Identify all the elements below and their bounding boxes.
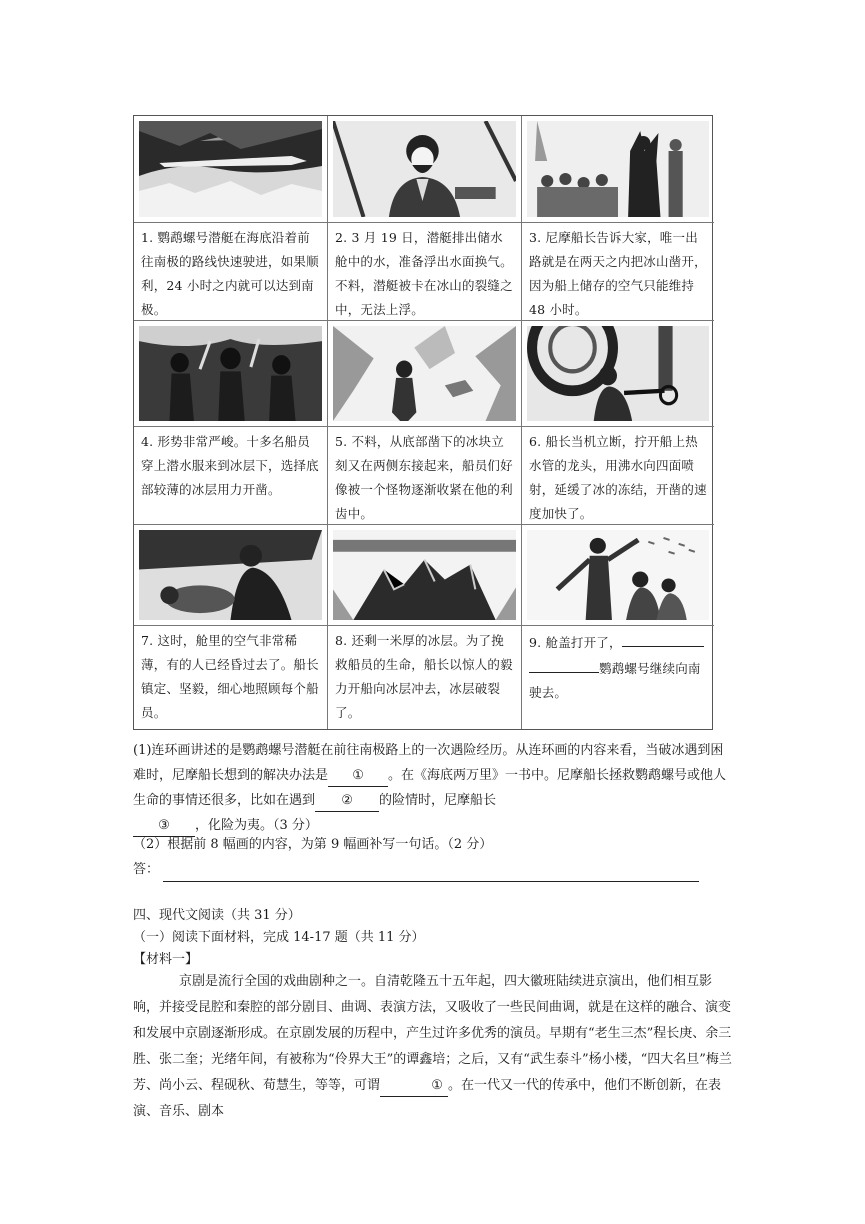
panel-2-image <box>328 116 522 223</box>
answer-input-line[interactable] <box>163 863 699 882</box>
q1-blank-3[interactable]: ③ <box>133 816 195 837</box>
panel-9-image <box>522 525 714 626</box>
material-paragraph: 京剧是流行全国的戏曲剧种之一。自清乾隆五十五年起，四大徽班陆续进京演出，他们相互影响，并接受昆腔和秦腔的部分剧目、曲调、表演方法，又吸收了一些民间曲调，就是在这样的融合、演变和发展中京剧逐渐形成。在京剧发展的历程中，产生过许多优秀的演员。早期有“老生三杰”程长庚、余三胜、张二奎；光绪年间，有被称为“伶界大王”的谭鑫培；之后，又有“武生泰斗”杨小楼，“四大名旦”梅兰芳、尚小云、程砚秋、荀慧生，等等，可谓 ① 。在一代又一代的传承中，他们不断创新，在表演、音乐、剧本 <box>133 974 732 1119</box>
panel-6-image <box>522 321 714 427</box>
question-1: (1)连环画讲述的是鹦鹉螺号潜艇在前往南极路上的一次遇险经历。从连环画的内容来看，当破冰遇到困难时，尼摩船长想到的解决办法是 ① 。在《海底两万里》一书中。尼摩船长拯救鹦鹉螺号或他人生命的事情还很多，比如在遇到 ② 的险情时，尼摩船长 ③ ，化险为夷。（3 分） <box>133 738 733 838</box>
comic-strip <box>133 115 713 730</box>
panel-8-image <box>328 525 522 626</box>
panel-9-caption <box>522 626 714 729</box>
panel-9-caption-start: 9. 舱盖打开了， <box>529 635 622 650</box>
panel-4-caption: 4. 形势非常严峻。十多名船员穿上潜水服来到冰层下，选择底部较薄的冰层用力开凿。 <box>134 427 328 525</box>
subsection-heading: （一）阅读下面材料，完成 14-17 题（共 11 分） <box>133 930 425 945</box>
panel-7-image <box>134 525 328 626</box>
q1-blank-1[interactable]: ① <box>328 766 388 787</box>
panel-1-caption: 1. 鹦鹉螺号潜艇在海底沿着前往南极的路线快速驶进，如果顺利，24 小时之内就可以达到南极。 <box>134 223 328 321</box>
section-heading: 四、现代文阅读（共 31 分） <box>133 908 301 923</box>
panel-5-image <box>328 321 522 427</box>
q1-blank-2[interactable]: ② <box>315 791 379 812</box>
material-label: 【材料一】 <box>133 952 199 967</box>
panel-1-image <box>134 116 328 223</box>
answer-label: 答： <box>133 862 160 877</box>
panel-9-blank-1[interactable] <box>622 629 704 647</box>
panel-8-caption: 8. 还剩一米厚的冰层。为了挽救船员的生命，船长以惊人的毅力开船向冰层冲去，冰层破裂了。 <box>328 626 522 729</box>
panel-4-image <box>134 321 328 427</box>
panel-7-caption: 7. 这时，舱里的空气非常稀薄，有的人已经昏过去了。船长镇定、坚毅，细心地照顾每个船员。 <box>134 626 328 729</box>
panel-9-blank-2[interactable] <box>529 655 599 673</box>
answer-row <box>133 857 733 882</box>
panel-5-caption: 5. 不料，从底部凿下的冰块立刻又在两侧东接起来，船员们好像被一个怪物逐渐收紧在他的利齿中。 <box>328 427 522 525</box>
panel-2-caption: 2. 3 月 19 日，潜艇排出储水舱中的水，准备浮出水面换气。不料，潜艇被卡在冰山的裂缝之中，无法上浮。 <box>328 223 522 321</box>
panel-9-caption-end: 鹦鹉螺号继续向南驶去。 <box>529 661 701 700</box>
material-blank-1[interactable]: ① <box>380 1076 448 1097</box>
question-2: （2）根据前 8 幅画的内容，为第 9 幅画补写一句话。（2 分） <box>133 837 493 852</box>
panel-3-image <box>522 116 714 223</box>
panel-6-caption: 6. 船长当机立断，拧开船上热水管的龙头，用沸水向四面喷射，延缓了冰的冻结，开凿的速度加快了。 <box>522 427 714 525</box>
panel-3-caption: 3. 尼摩船长告诉大家，唯一出路就是在两天之内把冰山凿开，因为船上储存的空气只能维持 48 小时。 <box>522 223 714 321</box>
